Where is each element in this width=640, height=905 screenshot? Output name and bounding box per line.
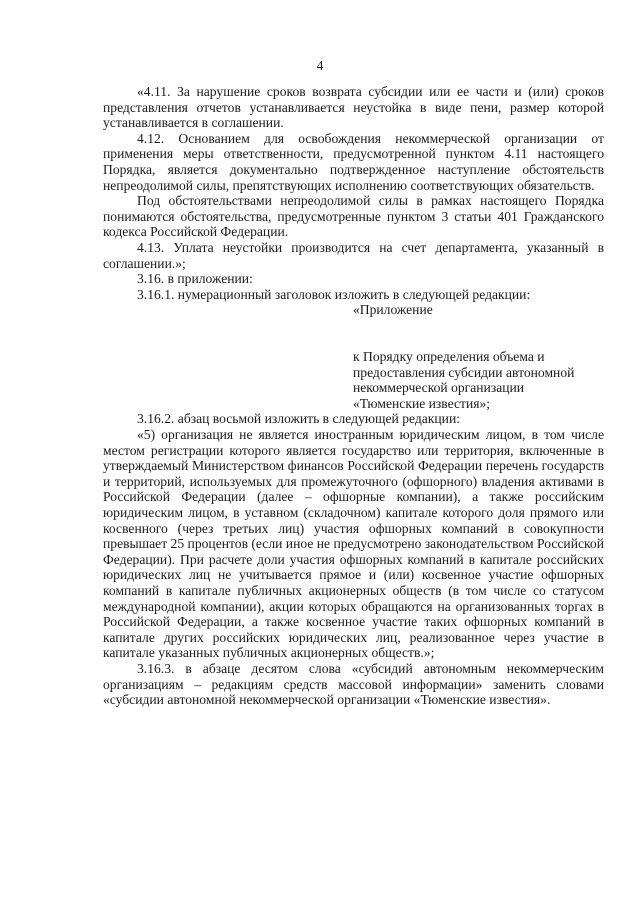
- appendix-line: к Порядку определения объема и: [353, 349, 545, 365]
- appendix-header: [353, 302, 604, 411]
- paragraph-4-11: «4.11. За нарушение сроков возврата субсидии или ее части и (или) сроков представления отчетов устанавливается неустойка в виде пени, размер которой устанавливается в соглашении.: [103, 84, 604, 131]
- appendix-line: предоставления субсидии автономной: [353, 364, 575, 380]
- paragraph-4-13: 4.13. Уплата неустойки производится на счет департамента, указанный в соглашении.»;: [103, 239, 604, 271]
- appendix-line: некоммерческой организации: [353, 380, 525, 396]
- paragraph-3-16-2: 3.16.2. абзац восьмой изложить в следующей редакции:: [137, 411, 461, 427]
- appendix-line: «Тюменские известия»;: [353, 395, 491, 411]
- paragraph-offshore: «5) организация не является иностранным юридическим лицом, в том числе местом регистрации которого является государство или территория, включенные в утверждаемый Министерством финансов Российской Федерации перечень государств и территорий, используемых для промежуточного (офшорного) владения активами в Российской Федерации (далее – офшорные компании), а также российским юридическим лицом, в уставном (складочном) капитале которого доля прямого или косвенного (через третьих лиц) участия офшорных компаний в совокупности превышает 25 процентов (если иное не предусмотрено законодательством Российской Федерации). При расчете доли участия офшорных компаний в капитале российских юридических лиц не учитывается прямое и (или) косвенное участие офшорных компаний в капитале публичных акционерных обществ (в том числе со статусом международной компании), акции которых обращаются на организованных торгах в Российской Федерации, а также косвенное участие таких офшорных компаний в капитале других российских юридических лиц, реализованное через участие в капитале указанных публичных акционерных обществ.»;: [103, 427, 604, 661]
- appendix-title: «Приложение: [353, 302, 433, 318]
- document-body: [103, 0, 604, 708]
- paragraph-3-16-1: 3.16.1. нумерационный заголовок изложить в следующей редакции:: [137, 286, 531, 302]
- page-number: 4: [316, 58, 324, 73]
- paragraph-3-16-3: 3.16.3. в абзаце десятом слова «субсидий автономным некоммерческим организациям – редакциям средств массовой информации» заменить словами «субсидии автономной некоммерческой организации «Тюменские известия».: [103, 660, 604, 708]
- paragraph-3-16: 3.16. в приложении:: [137, 271, 253, 287]
- paragraph-force-majeure: Под обстоятельствами непреодолимой силы в рамках настоящего Порядка понимаются обстоятельства, предусмотренные пунктом 3 статьи 401 Гражданского кодекса Российской Федерации.: [103, 193, 604, 240]
- paragraph-4-12: 4.12. Основанием для освобождения некоммерческой организации от применения меры ответственности, предусмотренной пунктом 4.11 настоящего Порядка, является документально подтвержденное наступление обстоятельств непреодолимой силы, препятствующих исполнению соответствующих обязательств.: [103, 130, 604, 193]
